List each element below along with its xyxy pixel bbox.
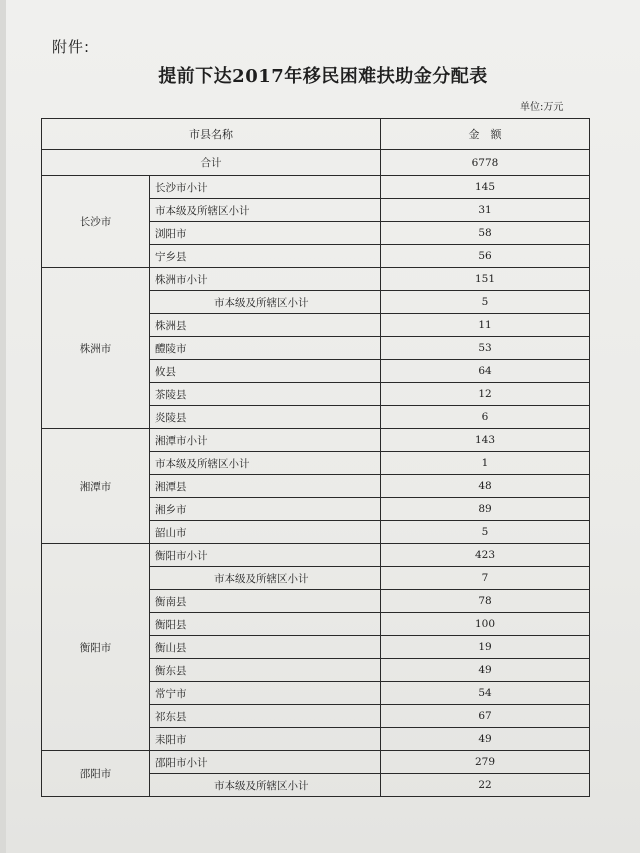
amount-cell: 12 bbox=[381, 383, 590, 406]
county-name: 湘潭县 bbox=[150, 475, 381, 498]
amount-cell: 279 bbox=[381, 751, 590, 774]
city-name: 衡阳市 bbox=[42, 544, 150, 751]
county-name: 市本级及所辖区小计 bbox=[150, 452, 381, 475]
county-name: 湘潭市小计 bbox=[150, 429, 381, 452]
total-amount: 6778 bbox=[381, 150, 590, 176]
county-name: 衡南县 bbox=[150, 590, 381, 613]
county-name: 市本级及所辖区小计 bbox=[150, 291, 381, 314]
table-row bbox=[42, 429, 590, 452]
county-name: 炎陵县 bbox=[150, 406, 381, 429]
amount-cell: 5 bbox=[381, 291, 590, 314]
city-name: 株洲市 bbox=[42, 268, 150, 429]
total-label: 合计 bbox=[42, 150, 381, 176]
city-name: 湘潭市 bbox=[42, 429, 150, 544]
county-name: 市本级及所辖区小计 bbox=[150, 774, 381, 797]
county-name: 衡东县 bbox=[150, 659, 381, 682]
county-name: 衡阳县 bbox=[150, 613, 381, 636]
city-name: 长沙市 bbox=[42, 176, 150, 268]
document-page bbox=[6, 0, 640, 853]
total-row bbox=[42, 150, 590, 176]
county-name: 衡阳市小计 bbox=[150, 544, 381, 567]
allocation-table-body bbox=[42, 119, 590, 797]
county-name: 衡山县 bbox=[150, 636, 381, 659]
county-name: 韶山市 bbox=[150, 521, 381, 544]
amount-cell: 145 bbox=[381, 176, 590, 199]
amount-cell: 78 bbox=[381, 590, 590, 613]
amount-cell: 48 bbox=[381, 475, 590, 498]
table-row bbox=[42, 751, 590, 774]
county-name: 常宁市 bbox=[150, 682, 381, 705]
amount-cell: 7 bbox=[381, 567, 590, 590]
county-name: 湘乡市 bbox=[150, 498, 381, 521]
header-name: 市县名称 bbox=[42, 119, 381, 150]
amount-cell: 19 bbox=[381, 636, 590, 659]
county-name: 醴陵市 bbox=[150, 337, 381, 360]
county-name: 宁乡县 bbox=[150, 245, 381, 268]
amount-cell: 56 bbox=[381, 245, 590, 268]
county-name: 市本级及所辖区小计 bbox=[150, 199, 381, 222]
table-row bbox=[42, 544, 590, 567]
county-name: 株洲县 bbox=[150, 314, 381, 337]
amount-cell: 53 bbox=[381, 337, 590, 360]
county-name: 长沙市小计 bbox=[150, 176, 381, 199]
amount-cell: 22 bbox=[381, 774, 590, 797]
amount-cell: 100 bbox=[381, 613, 590, 636]
amount-cell: 49 bbox=[381, 728, 590, 751]
county-name: 祁东县 bbox=[150, 705, 381, 728]
county-name: 株洲市小计 bbox=[150, 268, 381, 291]
amount-cell: 58 bbox=[381, 222, 590, 245]
amount-cell: 5 bbox=[381, 521, 590, 544]
county-name: 邵阳市小计 bbox=[150, 751, 381, 774]
amount-cell: 64 bbox=[381, 360, 590, 383]
table-row bbox=[42, 176, 590, 199]
amount-cell: 151 bbox=[381, 268, 590, 291]
allocation-table bbox=[41, 118, 590, 797]
table-row bbox=[42, 268, 590, 291]
unit-label: 单位:万元 bbox=[520, 102, 564, 113]
amount-cell: 49 bbox=[381, 659, 590, 682]
county-name: 浏阳市 bbox=[150, 222, 381, 245]
amount-cell: 423 bbox=[381, 544, 590, 567]
amount-cell: 54 bbox=[381, 682, 590, 705]
county-name: 茶陵县 bbox=[150, 383, 381, 406]
county-name: 耒阳市 bbox=[150, 728, 381, 751]
document-title: 提前下达2017年移民困难扶助金分配表 bbox=[158, 66, 488, 87]
amount-cell: 143 bbox=[381, 429, 590, 452]
amount-cell: 1 bbox=[381, 452, 590, 475]
attachment-label: 附件: bbox=[52, 38, 91, 56]
amount-cell: 31 bbox=[381, 199, 590, 222]
table-header-row bbox=[42, 119, 590, 150]
amount-cell: 6 bbox=[381, 406, 590, 429]
amount-cell: 67 bbox=[381, 705, 590, 728]
county-name: 市本级及所辖区小计 bbox=[150, 567, 381, 590]
header-amount: 金 额 bbox=[381, 119, 590, 150]
amount-cell: 89 bbox=[381, 498, 590, 521]
city-name: 邵阳市 bbox=[42, 751, 150, 797]
county-name: 攸县 bbox=[150, 360, 381, 383]
amount-cell: 11 bbox=[381, 314, 590, 337]
